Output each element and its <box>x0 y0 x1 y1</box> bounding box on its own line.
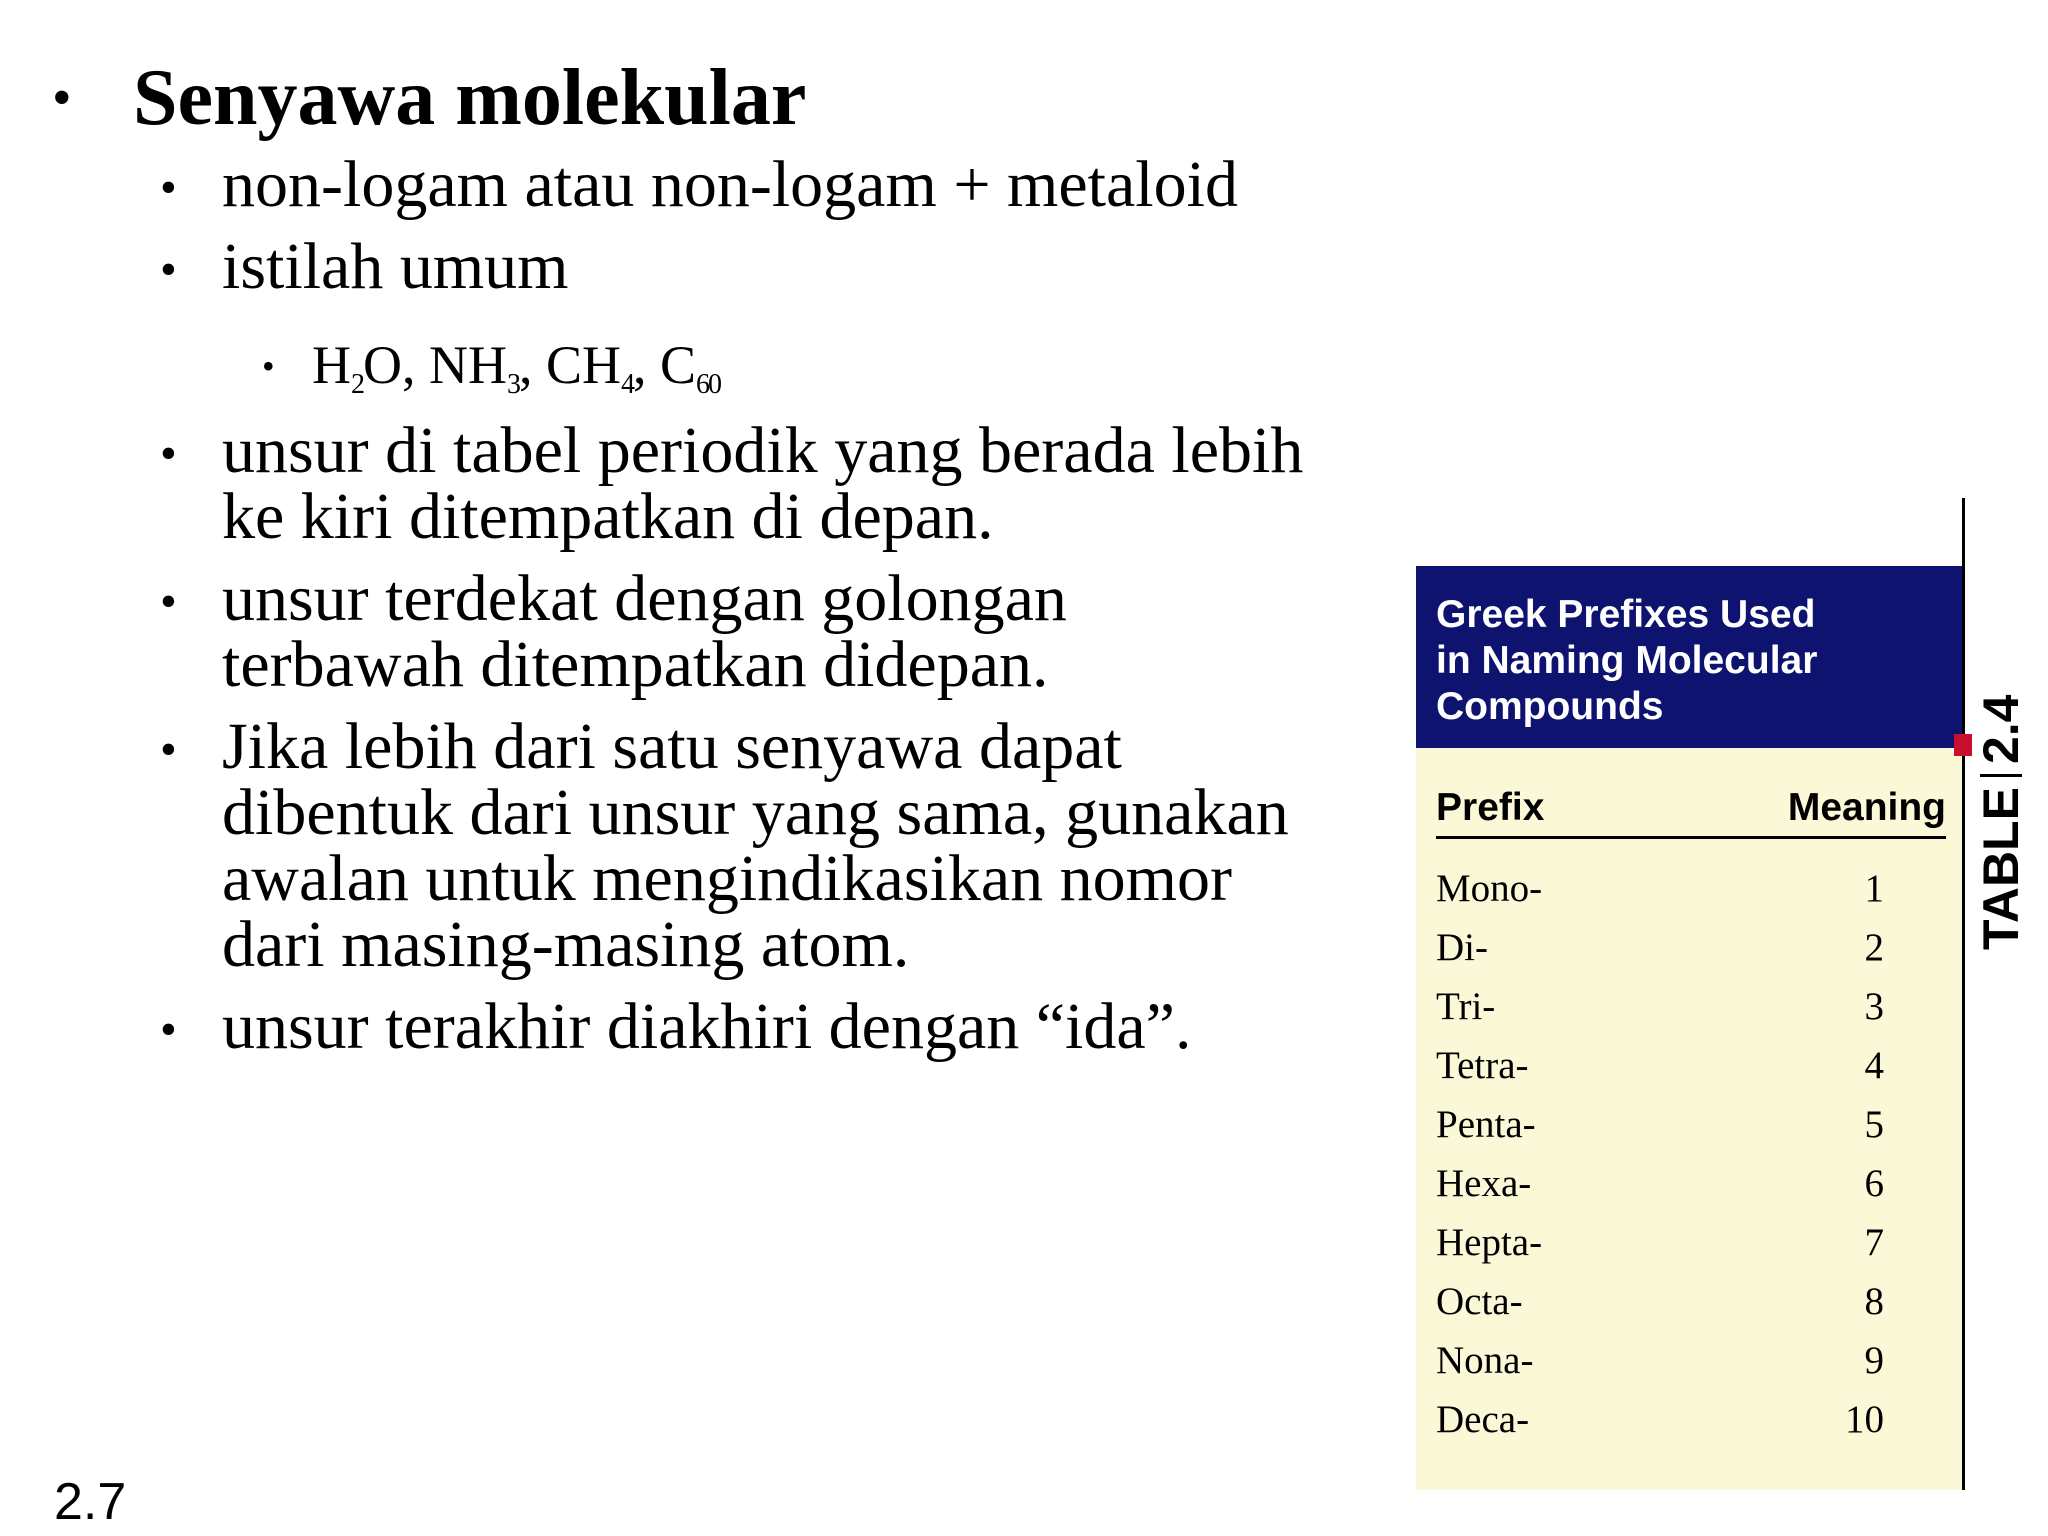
prefix-cell: Hexa- <box>1436 1162 1532 1205</box>
bullet-text: Jika lebih dari satu senyawa dapat <box>222 710 1122 783</box>
bullet-text: unsur terdekat dengan golongan <box>222 562 1067 635</box>
bullet-text-cont: dibentuk dari unsur yang sama, gunakan <box>222 776 1289 849</box>
meaning-cell: 1 <box>1864 867 1884 910</box>
greek-prefix-table <box>1416 566 1962 1490</box>
meaning-cell: 8 <box>1864 1280 1884 1323</box>
bullet-dot: • <box>160 243 177 296</box>
prefix-cell: Tri- <box>1436 985 1496 1028</box>
title-bullet: • <box>52 67 72 129</box>
prefix-cell: Octa- <box>1436 1280 1523 1323</box>
prefix-cell: Di- <box>1436 926 1488 969</box>
column-header-prefix: Prefix <box>1436 786 1545 829</box>
table-row <box>1436 1100 1884 1150</box>
formula-c-sub: 60 <box>696 369 721 400</box>
bullet-text: unsur di tabel periodik yang berada lebih <box>222 414 1304 487</box>
meaning-cell: 9 <box>1864 1339 1884 1382</box>
formula-h: H <box>312 335 351 395</box>
meaning-cell: 5 <box>1864 1103 1884 1146</box>
slide-number: 2.7 <box>54 1473 127 1531</box>
table-side-rule <box>1962 498 1965 1490</box>
bullet-text-cont: awalan untuk mengindikasikan nomor <box>222 842 1232 915</box>
formula-ch-sub: 4 <box>621 369 634 400</box>
table-label-word: TABLE <box>1973 787 2029 950</box>
table-title <box>1436 592 1936 730</box>
slide-title: Senyawa molekular <box>133 54 807 142</box>
meaning-cell: 6 <box>1864 1162 1884 1205</box>
prefix-cell: Hepta- <box>1436 1221 1543 1264</box>
bullet-dot: • <box>160 427 177 480</box>
table-header-band <box>1416 566 1962 748</box>
bullet-text-cont: dari masing-masing atom. <box>222 908 910 981</box>
table-row <box>1436 923 1884 973</box>
table-row <box>1436 1277 1884 1327</box>
formula-examples <box>312 335 721 402</box>
prefix-cell: Penta- <box>1436 1103 1536 1146</box>
bullet-text-cont: terbawah ditempatkan didepan. <box>222 628 1049 701</box>
table-row <box>1436 864 1884 914</box>
bullet-text: unsur terakhir diakhiri dengan “ida”. <box>222 990 1192 1063</box>
meaning-cell: 10 <box>1845 1398 1884 1441</box>
table-row <box>1436 1218 1884 1268</box>
formula-h-sub: 2 <box>351 369 363 400</box>
meaning-cell: 3 <box>1864 985 1884 1028</box>
table-title-line: in Naming Molecular <box>1436 639 1818 682</box>
table-number: 2.4 <box>1973 694 2029 765</box>
column-header-meaning: Meaning <box>1787 786 1946 829</box>
prefix-cell: Nona- <box>1436 1339 1534 1382</box>
meaning-cell: 2 <box>1864 926 1884 969</box>
bullet-dot: • <box>160 723 177 776</box>
bullet-text: non-logam atau non-logam + metaloid <box>222 148 1238 221</box>
sub-bullet-dot: • <box>262 346 275 386</box>
bullet-text: istilah umum <box>222 230 569 303</box>
bullet-text-cont: ke kiri ditempatkan di depan. <box>222 480 994 553</box>
prefix-cell: Mono- <box>1436 867 1543 910</box>
formula-nh-sub: 3 <box>507 369 519 400</box>
table-row <box>1436 1336 1884 1386</box>
table-row <box>1436 1159 1884 1209</box>
bullet-dot: • <box>160 1003 177 1056</box>
formula-o-nh: O, NH <box>363 335 507 395</box>
prefix-cell: Tetra- <box>1436 1044 1529 1087</box>
table-label-text <box>1973 694 2029 950</box>
table-label-separator <box>1980 774 2022 777</box>
meaning-cell: 4 <box>1864 1044 1884 1087</box>
table-title-line: Greek Prefixes Used <box>1436 593 1816 636</box>
meaning-cell: 7 <box>1864 1221 1884 1264</box>
prefix-cell: Deca- <box>1436 1398 1530 1441</box>
formula-ch: , CH <box>519 335 622 395</box>
table-row <box>1436 1041 1884 1091</box>
table-title-line: Compounds <box>1436 685 1664 728</box>
header-rule <box>1436 836 1946 839</box>
table-accent-marker <box>1954 734 1972 756</box>
table-row <box>1436 1395 1884 1445</box>
bullet-dot: • <box>160 161 177 214</box>
bullet-dot: • <box>160 575 177 628</box>
formula-c: , C <box>633 335 697 395</box>
table-row <box>1436 982 1884 1032</box>
